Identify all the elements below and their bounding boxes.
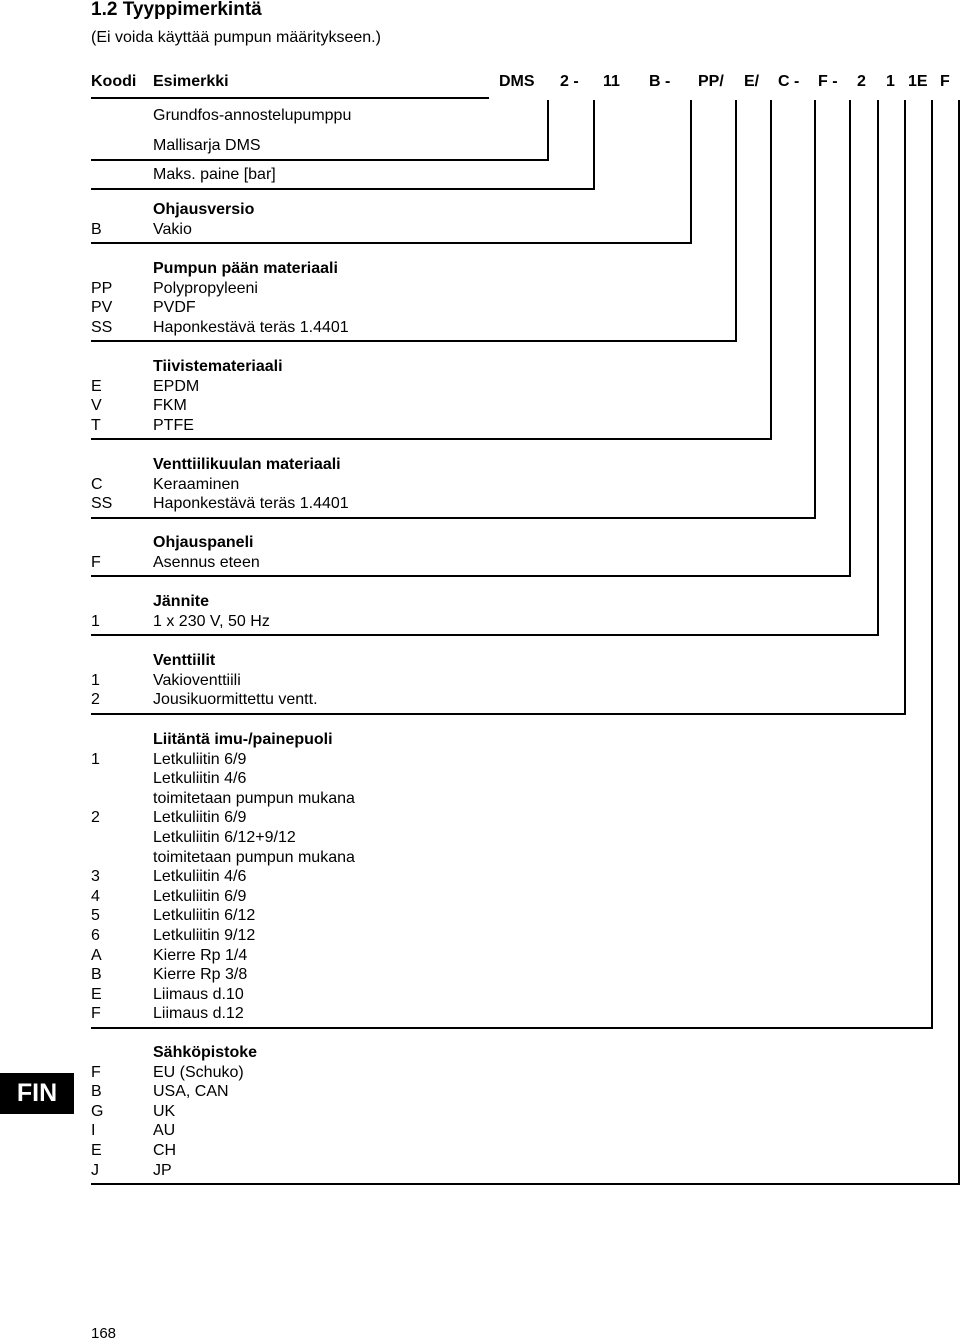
row-description: Liimaus d.12	[153, 1005, 244, 1023]
section-separator	[91, 188, 595, 190]
row-code: 2	[91, 691, 100, 709]
code-part: 1E	[908, 73, 928, 90]
section-heading: Ohjauspaneli	[153, 534, 254, 551]
row-description: Asennus eteen	[153, 553, 260, 571]
bracket-line	[877, 100, 879, 636]
row-description: Letkuliitin 4/6	[153, 770, 247, 788]
code-part: DMS	[499, 73, 535, 90]
row-description: Kierre Rp 3/8	[153, 966, 248, 984]
row-description: Letkuliitin 6/9	[153, 750, 247, 768]
bracket-line	[547, 100, 549, 161]
row-description: EPDM	[153, 377, 200, 395]
row-description: Letkuliitin 6/9	[153, 809, 247, 827]
section-heading: Jännite	[153, 593, 210, 610]
row-description: Letkuliitin 4/6	[153, 868, 247, 886]
row-code: B	[91, 966, 102, 984]
row-description: Keraaminen	[153, 475, 240, 493]
bracket-line	[904, 100, 906, 715]
row-description: Letkuliitin 6/12+9/12	[153, 829, 296, 846]
row-description: toimitetaan pumpun mukana	[153, 789, 355, 807]
row-code: E	[91, 377, 102, 395]
code-part: 2 -	[560, 73, 579, 90]
bracket-line	[849, 100, 851, 577]
code-part: 1	[886, 73, 895, 90]
row-code: A	[91, 946, 102, 964]
section-heading: Venttiilit	[153, 652, 216, 669]
page-subtitle: (Ei voida käyttää pumpun määritykseen.)	[91, 29, 381, 46]
row-code: 1	[91, 612, 100, 630]
row-code: B	[91, 220, 102, 238]
row-description: Jousikuormittettu ventt.	[153, 691, 318, 709]
row-code: F	[91, 1063, 101, 1081]
section-heading: Liitäntä imu-/painepuoli	[153, 731, 333, 748]
bracket-line	[931, 100, 933, 1029]
bracket-line	[690, 100, 692, 244]
row-code: SS	[91, 495, 113, 513]
bracket-line	[735, 100, 737, 342]
code-part: PP/	[698, 73, 724, 90]
row-description: Letkuliitin 6/12	[153, 907, 256, 925]
row-code: G	[91, 1102, 104, 1120]
row-description: Haponkestävä teräs 1.4401	[153, 495, 349, 513]
row-description: PVDF	[153, 299, 196, 317]
row-code: T	[91, 416, 101, 434]
row-description: Letkuliitin 6/9	[153, 887, 247, 905]
esimerkki-column-header: Esimerkki	[153, 73, 229, 90]
row-description: Haponkestävä teräs 1.4401	[153, 318, 349, 336]
row-description: UK	[153, 1102, 176, 1120]
code-part: B -	[649, 73, 671, 90]
section-separator	[91, 517, 816, 519]
row-code: C	[91, 475, 103, 493]
bracket-line	[770, 100, 772, 440]
section-separator	[91, 340, 737, 342]
row-code: I	[91, 1122, 96, 1140]
section-separator	[91, 438, 772, 440]
row-description: Letkuliitin 9/12	[153, 927, 256, 944]
row-code: E	[91, 985, 102, 1003]
row-code: PP	[91, 279, 113, 297]
row-description: Grundfos-annostelupumppu	[153, 107, 352, 124]
code-part: C -	[778, 73, 800, 90]
section-separator	[91, 713, 906, 715]
row-code: 6	[91, 927, 100, 944]
row-code: 3	[91, 868, 100, 886]
row-description: CH	[153, 1142, 177, 1159]
row-description: Maks. paine [bar]	[153, 166, 276, 183]
section-separator	[91, 575, 851, 577]
bracket-line	[593, 100, 595, 190]
row-description: Vakio	[153, 220, 192, 238]
language-tab: FIN	[0, 1073, 74, 1114]
section-heading: Sähköpistoke	[153, 1044, 258, 1061]
code-part: 11	[603, 73, 620, 90]
row-description: PTFE	[153, 416, 194, 434]
row-description: Kierre Rp 1/4	[153, 946, 248, 964]
code-part: F -	[818, 73, 838, 90]
koodi-column-header: Koodi	[91, 73, 137, 90]
row-description: Vakioventtiili	[153, 671, 241, 689]
row-code: E	[91, 1142, 102, 1159]
section-heading: Venttiilikuulan materiaali	[153, 456, 341, 473]
page-number: 168	[91, 1325, 117, 1342]
row-code: J	[91, 1161, 99, 1179]
row-code: PV	[91, 299, 113, 317]
row-code: 1	[91, 750, 100, 768]
row-code: 4	[91, 887, 100, 905]
code-part: 2	[857, 73, 866, 90]
section-heading: Ohjausversio	[153, 201, 255, 218]
row-code: 1	[91, 671, 100, 689]
section-heading: Pumpun pään materiaali	[153, 260, 338, 277]
row-code: V	[91, 397, 102, 415]
row-description: FKM	[153, 397, 187, 415]
code-part: E/	[744, 73, 760, 90]
section-separator	[91, 159, 549, 161]
row-code: 2	[91, 809, 100, 827]
row-code: 5	[91, 907, 100, 925]
row-description: Mallisarja DMS	[153, 137, 261, 154]
row-description: Liimaus d.10	[153, 985, 244, 1003]
bracket-line	[814, 100, 816, 519]
header-underline	[91, 97, 489, 99]
page-title: 1.2 Tyyppimerkintä	[91, 0, 262, 20]
row-code: B	[91, 1083, 102, 1101]
row-code: SS	[91, 318, 113, 336]
row-description: toimitetaan pumpun mukana	[153, 848, 355, 866]
row-description: EU (Schuko)	[153, 1063, 244, 1081]
section-separator	[91, 1183, 960, 1185]
code-part: F	[940, 73, 950, 90]
row-description: Polypropyleeni	[153, 279, 258, 297]
section-heading: Tiivistemateriaali	[153, 358, 283, 375]
section-separator	[91, 242, 692, 244]
section-separator	[91, 1027, 933, 1029]
row-description: JP	[153, 1161, 172, 1179]
section-separator	[91, 634, 879, 636]
row-description: USA, CAN	[153, 1083, 229, 1101]
row-description: AU	[153, 1122, 176, 1140]
row-code: F	[91, 553, 101, 571]
row-code: F	[91, 1005, 101, 1023]
row-description: 1 x 230 V, 50 Hz	[153, 612, 270, 630]
